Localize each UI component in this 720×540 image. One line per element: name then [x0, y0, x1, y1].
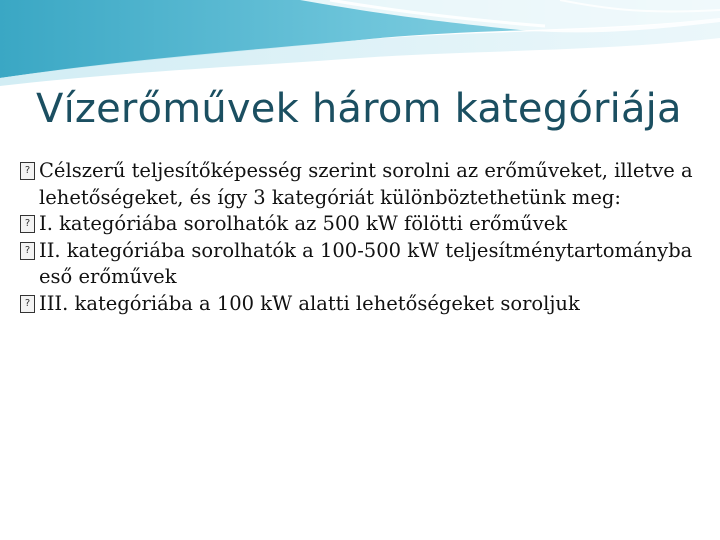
bullet-text: I. kategóriába sorolhatók az 500 kW fölötti erőművek — [39, 212, 568, 235]
missing-glyph-icon: ? — [20, 162, 35, 180]
wave-decoration — [0, 0, 720, 90]
bullet-text: III. kategóriába a 100 kW alatti lehetőségeket soroljuk — [39, 291, 580, 315]
missing-glyph-icon: ? — [20, 242, 35, 260]
list-item — [20, 291, 700, 318]
bullet-text: Célszerű teljesítőképesség szerint sorolni az erőműveket, illetve a lehetőségeket, és így 3 kategóriát különböztethetünk meg: — [39, 159, 693, 209]
list-item — [20, 158, 700, 211]
list-item — [20, 238, 700, 291]
bullet-list — [20, 158, 700, 317]
slide-title: Vízerőművek három kategóriája — [36, 86, 682, 132]
list-item — [20, 211, 700, 238]
missing-glyph-icon: ? — [20, 295, 35, 313]
missing-glyph-icon: ? — [20, 215, 35, 233]
bullet-text: II. kategóriába sorolhatók a 100-500 kW teljesítménytartományba eső erőművek — [39, 238, 693, 288]
